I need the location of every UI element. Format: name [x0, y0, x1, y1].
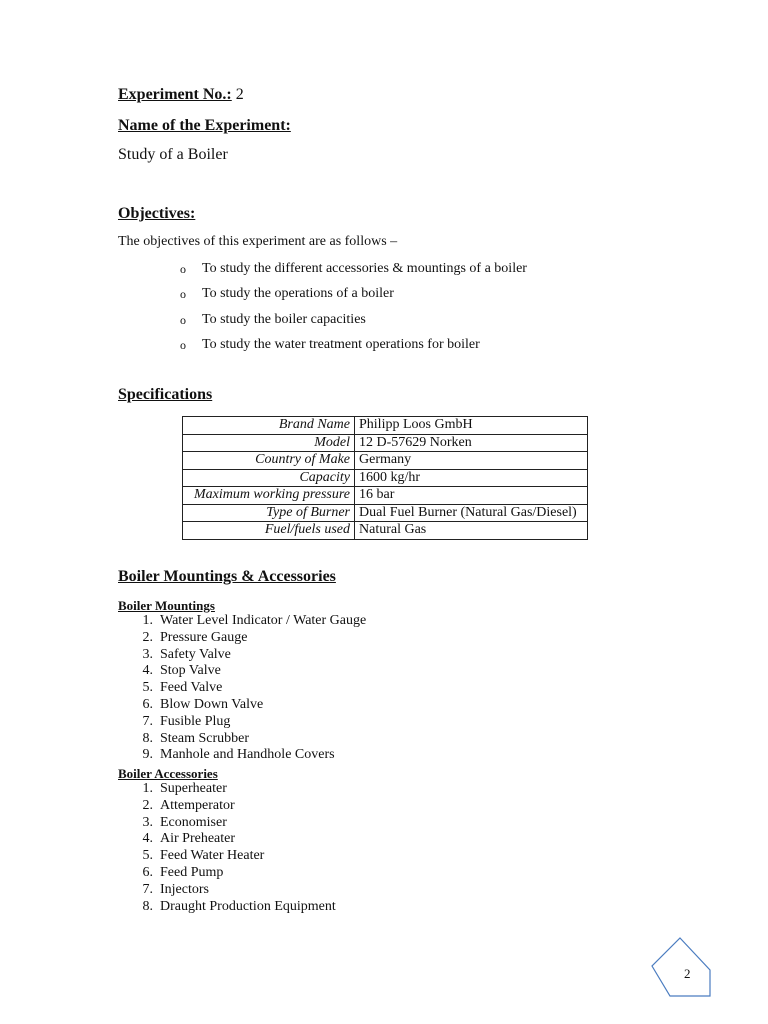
spec-key: Maximum working pressure	[183, 487, 355, 505]
objective-item	[180, 310, 527, 335]
list-text: Injectors	[160, 881, 209, 897]
objective-item	[180, 335, 527, 360]
list-number: 6.	[142, 696, 160, 712]
spec-row	[183, 417, 588, 435]
bullet-icon: o	[180, 262, 186, 276]
experiment-number-label: Experiment No.:	[118, 86, 232, 103]
list-item	[134, 882, 336, 899]
spec-key: Brand Name	[183, 417, 355, 435]
list-item	[134, 831, 336, 848]
list-number: 5.	[142, 680, 160, 696]
list-text: Economiser	[160, 814, 227, 830]
bullet-icon: o	[180, 287, 186, 302]
spec-key: Model	[183, 434, 355, 452]
mountings-list	[134, 613, 366, 764]
spec-key: Country of Make	[183, 452, 355, 470]
spec-key: Capacity	[183, 469, 355, 487]
list-item	[134, 899, 336, 916]
list-text: Attemperator	[160, 797, 235, 813]
objective-item	[180, 259, 527, 284]
bullet-icon: o	[180, 337, 186, 352]
spec-row	[183, 522, 588, 540]
page-number: 2	[684, 966, 691, 981]
list-number: 2.	[142, 797, 160, 813]
list-item	[134, 848, 336, 865]
bullet-icon: o	[180, 312, 186, 327]
list-item	[134, 747, 366, 764]
spec-row	[183, 487, 588, 505]
list-text: Superheater	[160, 781, 227, 796]
list-item	[134, 714, 366, 731]
spec-key: Type of Burner	[183, 504, 355, 522]
spec-value: 16 bar	[355, 487, 588, 505]
list-item	[134, 613, 366, 630]
objective-text: To study the different accessories & mountings of a boiler	[202, 261, 527, 276]
objectives-heading: Objectives:	[118, 205, 196, 222]
list-text: Feed Water Heater	[160, 848, 265, 864]
list-item	[134, 731, 366, 748]
experiment-number-value: 2	[235, 86, 244, 103]
spec-value: 12 D-57629 Norken	[355, 434, 588, 452]
list-item	[134, 680, 366, 697]
experiment-title: Study of a Boiler	[118, 146, 228, 163]
spec-row	[183, 452, 588, 470]
spec-value: 1600 kg/hr	[355, 469, 588, 487]
spec-key: Fuel/fuels used	[183, 522, 355, 540]
spec-value: Philipp Loos GmbH	[355, 417, 588, 435]
list-number: 7.	[142, 713, 160, 729]
list-number: 9.	[142, 747, 160, 763]
list-item	[134, 697, 366, 714]
list-text: Blow Down Valve	[160, 696, 264, 712]
specifications-table	[182, 416, 588, 540]
objectives-list	[180, 259, 527, 360]
list-number: 3.	[142, 814, 160, 830]
list-number: 1.	[142, 781, 160, 796]
experiment-number	[118, 86, 244, 104]
list-item	[134, 781, 336, 798]
list-item	[134, 865, 336, 882]
spec-row	[183, 434, 588, 452]
list-number: 4.	[142, 831, 160, 847]
list-number: 8.	[142, 898, 160, 914]
list-text: Draught Production Equipment	[160, 898, 336, 914]
list-number: 6.	[142, 864, 160, 880]
list-number: 5.	[142, 848, 160, 864]
list-number: 2.	[142, 629, 160, 645]
objective-item	[180, 284, 527, 309]
list-text: Feed Pump	[160, 864, 224, 880]
accessories-heading: Boiler Accessories	[118, 766, 218, 781]
list-text: Stop Valve	[160, 663, 221, 679]
mountings-heading: Boiler Mountings	[118, 598, 215, 613]
list-text: Safety Valve	[160, 646, 231, 662]
list-text: Steam Scrubber	[160, 730, 250, 746]
specifications-heading: Specifications	[118, 386, 213, 403]
list-item	[134, 815, 336, 832]
list-text: Air Preheater	[160, 831, 236, 847]
list-number: 4.	[142, 663, 160, 679]
experiment-name-label: Name of the Experiment:	[118, 117, 291, 134]
page-badge-icon	[650, 936, 712, 1000]
accessories-list	[134, 781, 336, 915]
objective-text: To study the boiler capacities	[202, 311, 366, 327]
list-item	[134, 798, 336, 815]
list-text: Fusible Plug	[160, 713, 231, 729]
list-number: 1.	[142, 613, 160, 628]
list-text: Pressure Gauge	[160, 629, 248, 645]
spec-value: Germany	[355, 452, 588, 470]
list-text: Feed Valve	[160, 680, 223, 696]
spec-row	[183, 469, 588, 487]
spec-row	[183, 504, 588, 522]
objective-text: To study the water treatment operations for boiler	[202, 336, 480, 352]
mountings-accessories-heading: Boiler Mountings & Accessories	[118, 568, 336, 585]
list-item	[134, 663, 366, 680]
list-item	[134, 630, 366, 647]
objectives-intro: The objectives of this experiment are as follows –	[118, 234, 398, 249]
spec-value: Natural Gas	[355, 522, 588, 540]
objective-text: To study the operations of a boiler	[202, 286, 394, 302]
spec-value: Dual Fuel Burner (Natural Gas/Diesel)	[355, 504, 588, 522]
list-item	[134, 647, 366, 664]
list-number: 7.	[142, 881, 160, 897]
list-text: Manhole and Handhole Covers	[160, 747, 335, 763]
list-number: 8.	[142, 730, 160, 746]
list-number: 3.	[142, 646, 160, 662]
list-text: Water Level Indicator / Water Gauge	[160, 613, 367, 628]
